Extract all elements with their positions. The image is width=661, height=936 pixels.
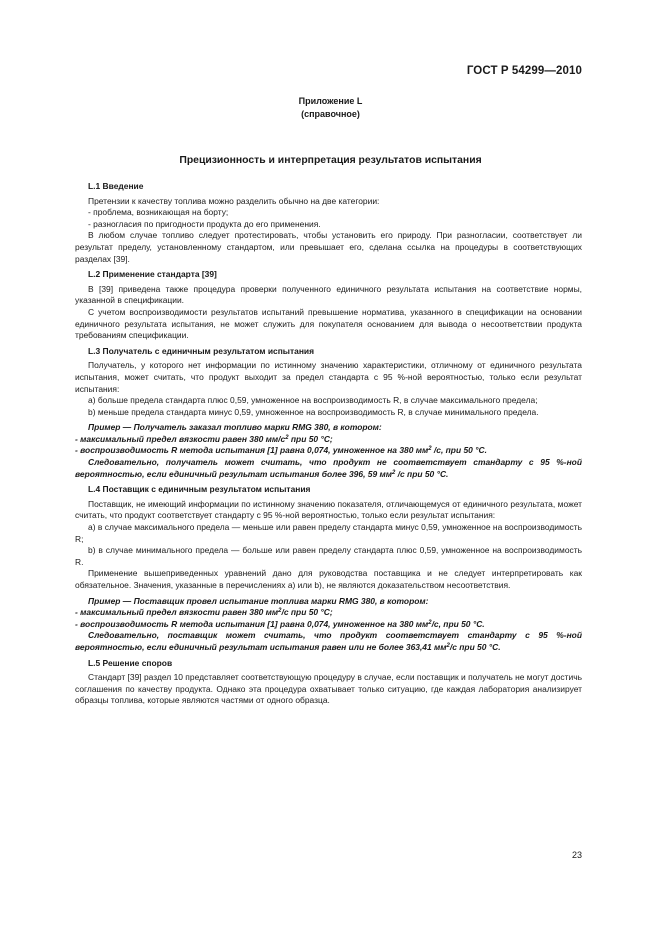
annex-title: Приложение L: [298, 96, 363, 106]
list-item: b) меньше предела стандарта минус 0,59, умноженное на воспроизводимость R, в случае минимального предела.: [88, 406, 539, 417]
example-block: [75, 596, 582, 654]
section-heading-l4: L.4 Поставщик с единичным результатом испытания: [88, 484, 311, 495]
example-line: [75, 434, 582, 446]
list-item: a) в случае максимального предела — меньше или равен пределу стандарта минус 0,59, умноженное на воспроизводимость R;: [75, 522, 582, 544]
superscript: 2: [285, 434, 289, 441]
example-line: Пример — Получатель заказал топливо марки RMG 380, в котором:: [88, 422, 382, 433]
example-line: [75, 607, 582, 619]
list-item: - проблема, возникающая на борту;: [88, 207, 229, 218]
paragraph: Стандарт [39] раздел 10 представляет соответствующую процедуру в случае, если поставщик и получатель не могут достичь соглашения по качеству продукта. Однако эта процедура охватывает только ситуацию, где каждая лаборатория анализирует образцы топлива, которые являются частями от одного образца.: [75, 672, 582, 706]
paragraph: В [39] приведена также процедура проверки полученного единичного результата испытания на соответствие нормы, указанной в спецификации.: [75, 283, 582, 306]
example-text: /с при 50 °C;: [281, 607, 333, 618]
superscript: 2: [278, 608, 282, 615]
document-body: [75, 181, 582, 707]
example-text: при 50 °C;: [288, 433, 333, 444]
section-heading-l1: L.1 Введение: [88, 181, 144, 191]
example-text: - воспроизводимость R метода испытания [1] равна 0,074, умноженное на 380 мм: [75, 618, 429, 629]
example-text: Следовательно, поставщик может считать, что продукт соответствует стандарту с 95 %-ной вероятностью, если единичный результат испытания равен или не более 363,41 мм: [75, 630, 582, 652]
example-text: /с при 50 °C.: [449, 641, 501, 652]
example-block: [75, 422, 582, 480]
superscript: 2: [391, 469, 396, 476]
example-text: Следовательно, получатель может считать, что продукт не соответствует стандарту с 95 %-ной вероятностью, если единичный результат испытания более 396, 59 мм: [75, 457, 582, 479]
paragraph: С учетом воспроизводимости результатов испытаний превышение норматива, указанного в спецификации на основании единичного результата испытания, не может служить для покупателя основанием для вывода о несоответствии продукта требованиям спецификации.: [75, 306, 582, 341]
example-line: [75, 445, 582, 457]
example-text: /с, при 50 °C.: [431, 618, 485, 629]
example-line: Пример — Поставщик провел испытание топлива марки RMG 380, в котором:: [88, 595, 429, 606]
example-line: [75, 457, 582, 480]
paragraph: Получатель, у которого нет информации по истинному значению характеристики, отличному от единичного результата испытания, может считать, что продукт выходит за предел стандарта с 95 %-ной вероятностью, только если результат испытания:: [75, 360, 582, 394]
paragraph: Применение вышеприведенных уравнений дано для руководства поставщика и не следует интерпретировать как обязательное. Значения, указанные в перечислениях а) или b), не являются доказательством несоответствия.: [75, 568, 582, 590]
paragraph: Поставщик, не имеющий информации по истинному значению показателя, отличающемуся от единичного результата, может считать, что продукт соответствует стандарту с 95 %-ной вероятностью, только если результат испытания:: [75, 498, 582, 521]
section-heading-l3: L.3 Получатель с единичным результатом испытания: [88, 345, 315, 356]
page-title: Прецизионность и интерпретация результатов испытания: [179, 155, 482, 166]
superscript: 2: [428, 446, 432, 453]
doc-code: ГОСТ Р 54299—2010: [466, 65, 582, 77]
superscript: 2: [428, 619, 432, 626]
example-line: [75, 630, 582, 653]
superscript: 2: [446, 642, 450, 649]
example-text: - максимальный предел вязкости равен 380 мм: [75, 607, 279, 618]
page-number: 23: [571, 850, 582, 860]
list-item: b) в случае минимального предела — больше или равен пределу стандарта плюс 0,59, умноженное на воспроизводимость R.: [75, 545, 582, 567]
annex-subtitle: (справочное): [301, 109, 360, 119]
example-line: [75, 619, 582, 631]
example-text: /с при 50 °C.: [395, 468, 449, 479]
example-text: - максимальный предел вязкости равен 380 мм/с: [75, 433, 286, 444]
example-text: /с, при 50 °C.: [431, 445, 487, 456]
list-item: a) больше предела стандарта плюс 0,59, умноженное на воспроизводимость R, в случае максимального предела;: [88, 395, 538, 406]
section-heading-l5: L.5 Решение споров: [88, 657, 173, 668]
paragraph: В любом случае топливо следует протестировать, чтобы установить его природу. При разногласии, соответствует ли результат пределу, установленному стандартом, или превышает его, сделана ссылка на процедуры в соответствующих разделах [39].: [75, 230, 582, 264]
list-item: - разногласия по пригодности продукта до его применения.: [88, 218, 321, 229]
example-text: - воспроизводимость R метода испытания [1] равна 0,074, умноженное на 380 мм: [75, 445, 429, 456]
annex-heading: [0, 95, 661, 121]
paragraph: Претензии к качеству топлива можно разделить обычно на две категории:: [88, 195, 380, 206]
section-heading-l2: L.2 Применение стандарта [39]: [88, 269, 217, 280]
